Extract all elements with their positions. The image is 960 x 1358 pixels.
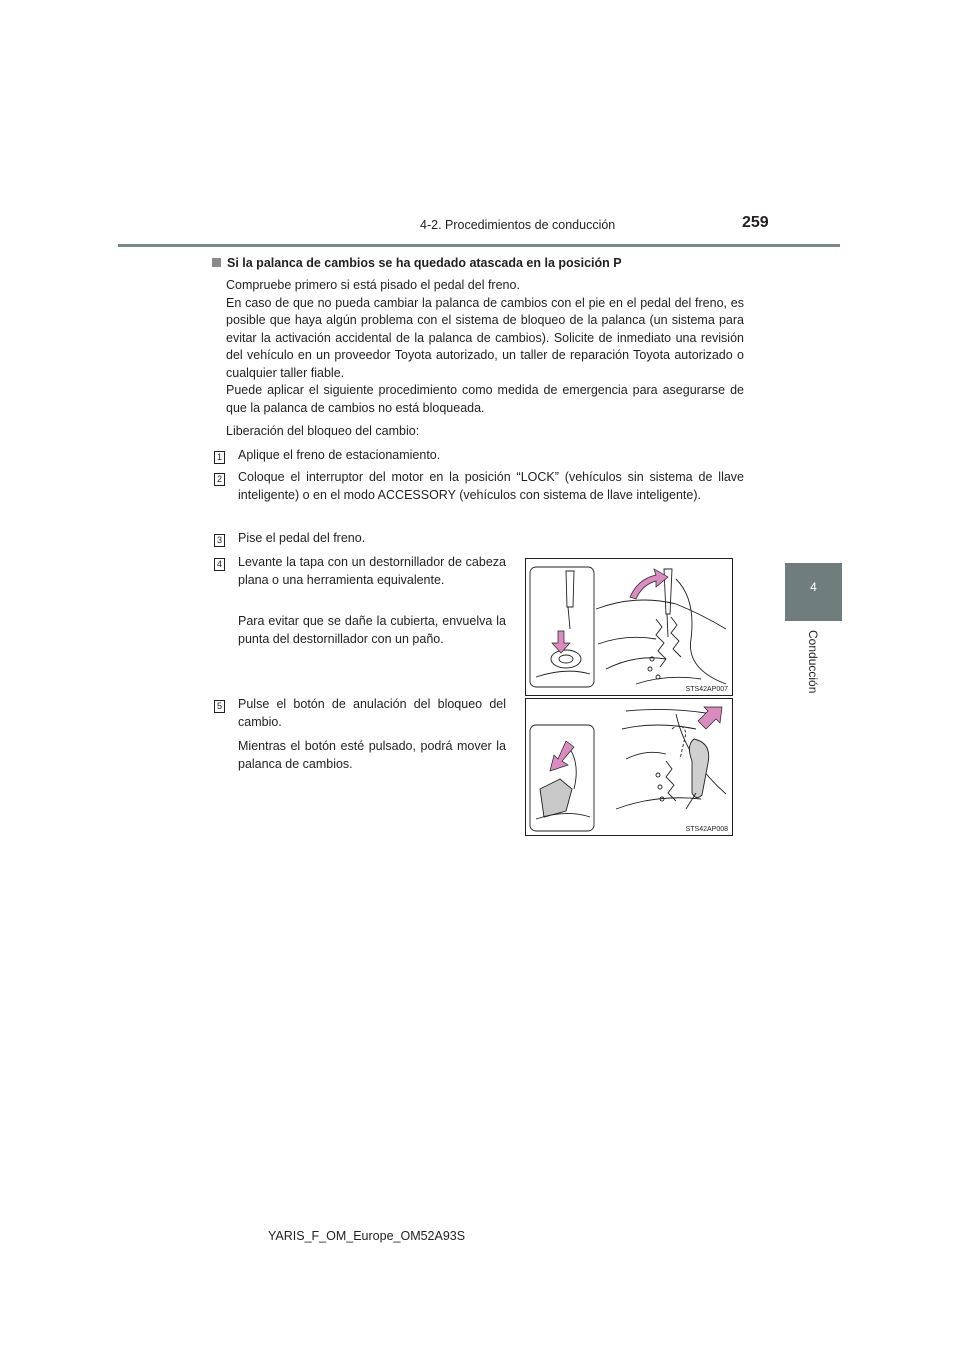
shift-lever-illustration bbox=[526, 699, 732, 835]
chapter-tab[interactable] bbox=[785, 563, 842, 621]
step-number-4: 4 bbox=[214, 558, 225, 571]
figure-shift-lever bbox=[525, 698, 733, 836]
square-bullet-icon bbox=[212, 258, 221, 267]
step-text-3: Pise el pedal del freno. bbox=[238, 531, 366, 545]
chapter-number: 4 bbox=[810, 580, 817, 594]
section-heading bbox=[212, 256, 622, 270]
step-number-3: 3 bbox=[214, 534, 225, 547]
step-number-2: 2 bbox=[214, 473, 225, 486]
figure-caption-1: STS42AP007 bbox=[685, 686, 728, 693]
header-section-title: 4-2. Procedimientos de conducción bbox=[420, 218, 616, 232]
step-number-1: 1 bbox=[214, 451, 225, 464]
footer-doc-id: YARIS_F_OM_Europe_OM52A93S bbox=[268, 1229, 466, 1243]
intro-line: Compruebe primero si está pisado el pedal del freno. bbox=[226, 278, 520, 292]
intro-paragraph-1: En caso de que no pueda cambiar la palanca de cambios con el pie en el pedal del freno, es posible que haya algún problema con el sistema de bloqueo de la palanca (un sistema para evitar la activación accidental de la palanca de cambios). Solicite de inmediato una revisión del vehículo en un proveedor Toyota autorizado, un taller de reparación Toyota autorizado o cualquier taller fiable. bbox=[226, 295, 744, 380]
intro-paragraph-2: Puede aplicar el siguiente procedimiento como medida de emergencia para asegurarse de que la palanca de cambios no está bloqueada. bbox=[226, 383, 744, 415]
step-text-2: Coloque el interruptor del motor en la posición “LOCK” (vehículos sin sistema de llave inteligente) o en el modo ACCESSORY (vehículos con sistema de llave inteligente). bbox=[238, 470, 744, 502]
step-note-4: Para evitar que se dañe la cubierta, envuelva la punta del destornillador con un paño. bbox=[238, 614, 506, 646]
step-note-5: Mientras el botón esté pulsado, podrá mover la palanca de cambios. bbox=[238, 739, 506, 771]
intro-block bbox=[226, 277, 744, 417]
step-text-1: Aplique el freno de estacionamiento. bbox=[238, 448, 441, 462]
step-text-4: Levante la tapa con un destornillador de cabeza plana o una herramienta equivalente. bbox=[238, 555, 506, 587]
release-label: Liberación del bloqueo del cambio: bbox=[226, 424, 420, 438]
step-number-5: 5 bbox=[214, 700, 225, 713]
figure-caption-2: STS42AP008 bbox=[685, 826, 728, 833]
shift-cover-illustration bbox=[526, 559, 732, 695]
section-heading-text: Si la palanca de cambios se ha quedado atascada en la posición P bbox=[227, 256, 622, 270]
step-text-5: Pulse el botón de anulación del bloqueo del cambio. bbox=[238, 697, 506, 729]
chapter-label: Conducción bbox=[806, 630, 820, 694]
header-rule bbox=[118, 244, 840, 247]
figure-shift-cover bbox=[525, 558, 733, 696]
page-number: 259 bbox=[742, 214, 769, 231]
